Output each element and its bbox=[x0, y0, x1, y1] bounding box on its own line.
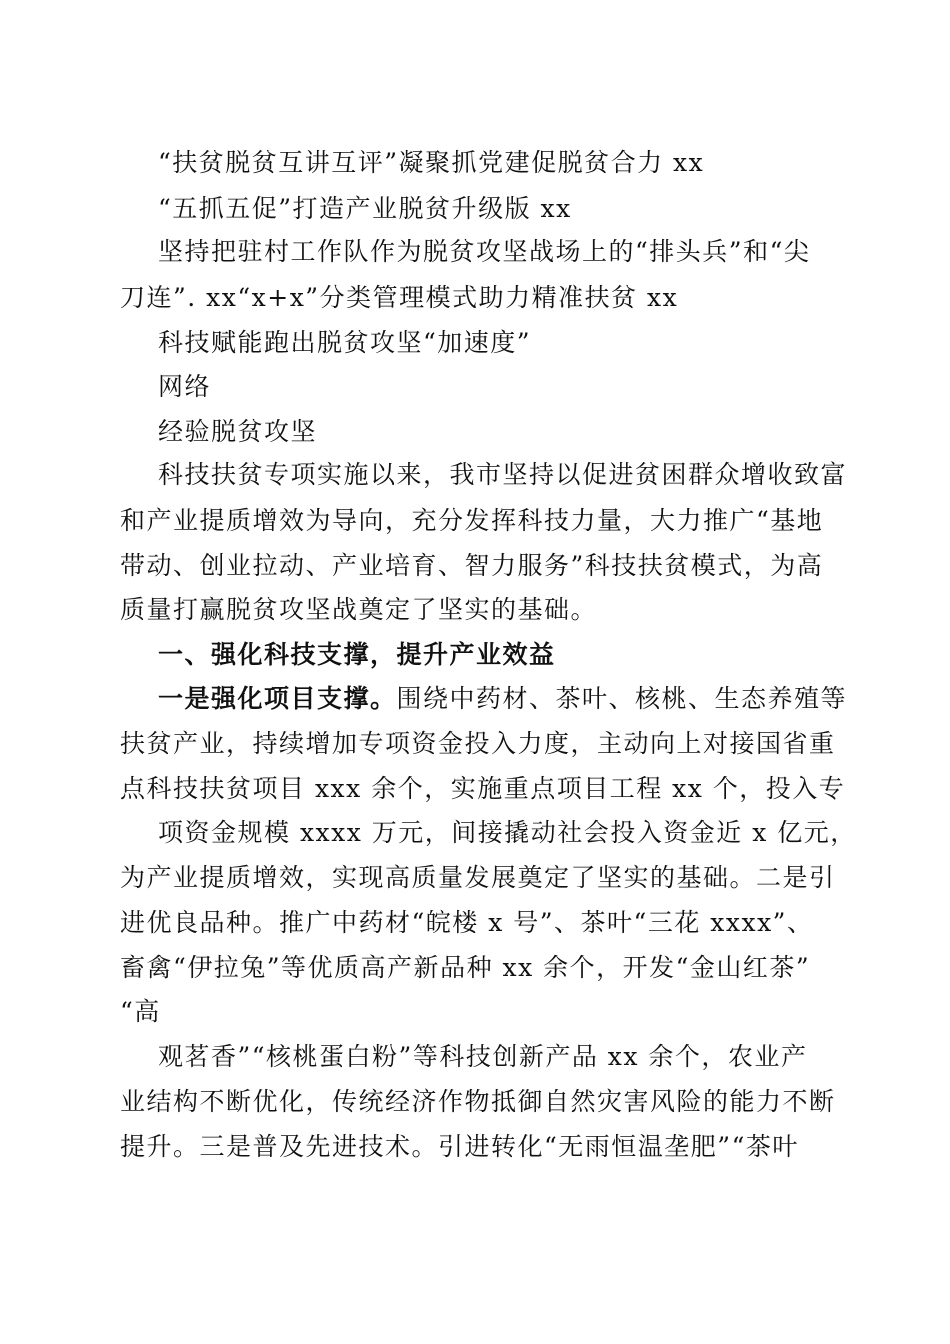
title-line-4: 刀连”. xx“x+x”分类管理模式助力精准扶贫 xx bbox=[120, 283, 679, 312]
label-network: 网络 bbox=[158, 372, 212, 401]
section-heading: 一、强化科技支撑，提升产业效益 bbox=[158, 640, 556, 669]
paragraph-line: 业结构不断优化，传统经济作物抵御自然灾害风险的能力不断 bbox=[120, 1087, 836, 1116]
paragraph-line: 科技扶贫专项实施以来，我市坚持以促进贫困群众增收致富 bbox=[158, 460, 848, 489]
paragraph-line: 质量打赢脱贫攻坚战奠定了坚实的基础。 bbox=[120, 595, 598, 624]
title-line-1: “扶贫脱贫互讲互评”凝聚抓党建促脱贫合力 xx bbox=[158, 148, 705, 177]
label-experience: 经验脱贫攻坚 bbox=[158, 417, 318, 446]
title-line-2: “五抓五促”打造产业脱贫升级版 xx bbox=[158, 194, 572, 223]
paragraph-line bbox=[158, 682, 847, 716]
paragraph-line: “高 bbox=[120, 997, 161, 1026]
paragraph-line: 点科技扶贫项目 xxx 余个，实施重点项目工程 xx 个，投入专 bbox=[120, 774, 846, 803]
paragraph-line: 进优良品种。推广中药材“皖楼 x 号”、茶叶“三花 xxxx”、 bbox=[120, 908, 814, 937]
paragraph-line: 畜禽“伊拉兔”等优质高产新品种 xx 余个，开发“金山红茶” bbox=[120, 953, 811, 982]
paragraph-line: 提升。三是普及先进技术。引进转化“无雨恒温垄肥”“茶叶 bbox=[120, 1132, 799, 1161]
paragraph-line: 扶贫产业，持续增加专项资金投入力度，主动向上对接国省重 bbox=[120, 729, 836, 758]
bold-lead: 一是强化项目支撑。 bbox=[158, 684, 397, 713]
title-line-5: 科技赋能跑出脱贫攻坚“加速度” bbox=[158, 328, 532, 357]
paragraph-text: 围绕中药材、茶叶、核桃、生态养殖等 bbox=[396, 684, 848, 713]
title-line-3: 坚持把驻村工作队作为脱贫攻坚战场上的“排头兵”和“尖 bbox=[158, 237, 811, 266]
paragraph-line: 带动、创业拉动、产业培育、智力服务”科技扶贫模式，为高 bbox=[120, 551, 824, 580]
paragraph-line: 观茗香”“核桃蛋白粉”等科技创新产品 xx 余个，农业产 bbox=[158, 1042, 808, 1071]
paragraph-line: 和产业提质增效为导向，充分发挥科技力量，大力推广“基地 bbox=[120, 506, 824, 535]
paragraph-line: 为产业提质增效，实现高质量发展奠定了坚实的基础。二是引 bbox=[120, 863, 836, 892]
paragraph-line: 项资金规模 xxxx 万元，间接撬动社会投入资金近 x 亿元， bbox=[158, 818, 857, 847]
